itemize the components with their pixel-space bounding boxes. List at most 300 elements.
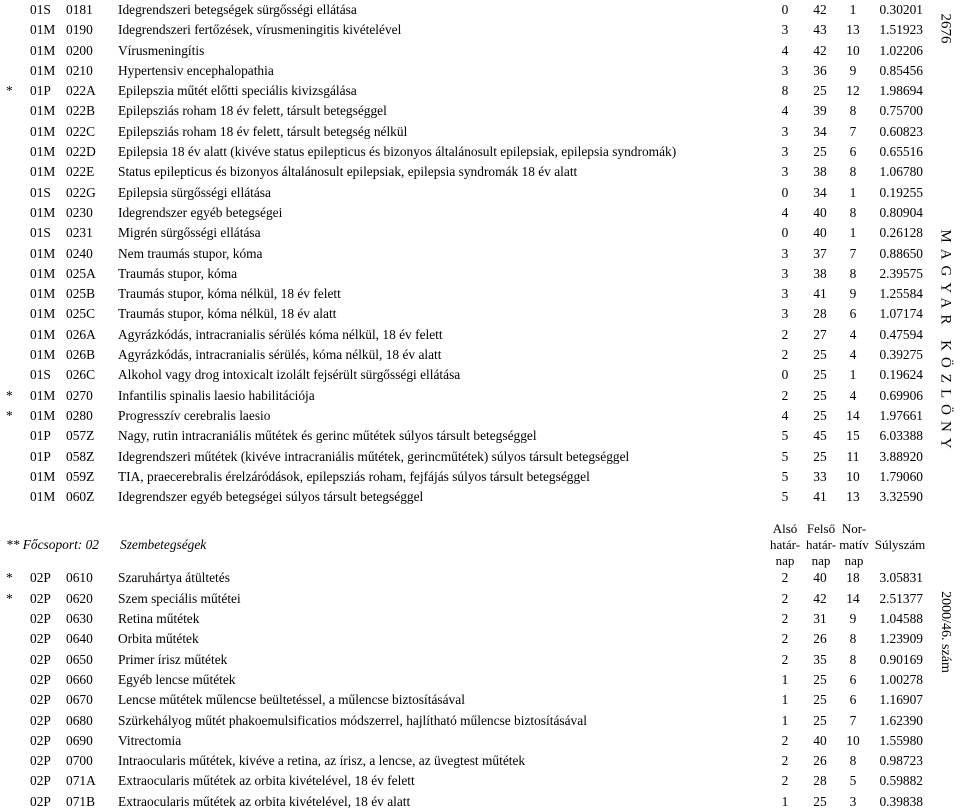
drg-group-code: 01S — [30, 225, 51, 241]
weight-value: 0.19624 — [879, 367, 923, 383]
table-row — [0, 609, 932, 629]
drg-description: Szem speciális műtétei — [118, 590, 241, 606]
lower-limit-days: 2 — [781, 590, 789, 606]
weight-value: 2.51377 — [879, 590, 923, 606]
weight-value: 0.39275 — [879, 347, 923, 363]
upper-limit-days: 25 — [813, 793, 827, 809]
lower-limit-days: 1 — [781, 712, 789, 728]
normative-days: 8 — [849, 651, 857, 667]
weight-value: 3.32590 — [879, 489, 923, 505]
weight-value: 0.69906 — [879, 387, 923, 403]
drg-group-code: 01M — [30, 245, 56, 261]
upper-limit-days: 38 — [813, 164, 827, 180]
lower-limit-days: 2 — [781, 347, 789, 363]
drg-sub-code: 0270 — [66, 387, 93, 403]
weight-value: 0.26128 — [879, 225, 923, 241]
main-group-title: Szembetegségek — [120, 537, 207, 553]
upper-limit-days: 42 — [813, 42, 827, 58]
drg-description: Epilepsia 18 év alatt (kivéve status epilepticus és bizonyos általánosult epilepsiak, epilepsia syndromák) — [118, 144, 677, 160]
lower-limit-days: 3 — [781, 144, 789, 160]
weight-value: 1.00278 — [879, 671, 923, 687]
drg-sub-code: 0640 — [66, 631, 93, 647]
normative-days: 14 — [846, 407, 860, 423]
lower-limit-days: 1 — [781, 671, 789, 687]
drg-group-code: 01M — [30, 387, 56, 403]
table-row — [0, 771, 932, 791]
lower-limit-days: 4 — [781, 103, 789, 119]
header-line: határ- — [769, 537, 801, 553]
drg-group-code: 02P — [30, 753, 51, 769]
drg-sub-code: 071B — [66, 793, 96, 809]
weight-value: 3.05831 — [879, 570, 923, 586]
weight-value: 0.47594 — [879, 326, 923, 342]
lower-limit-days: 5 — [781, 448, 789, 464]
table-row — [0, 792, 932, 812]
drg-sub-code: 022E — [66, 164, 95, 180]
lower-limit-days: 2 — [781, 631, 789, 647]
upper-limit-days: 25 — [813, 144, 827, 160]
normative-days: 11 — [846, 448, 860, 464]
upper-limit-days: 25 — [813, 387, 827, 403]
column-header-lower-limit — [766, 521, 804, 569]
upper-limit-days: 25 — [813, 407, 827, 423]
weight-value: 1.23909 — [879, 631, 923, 647]
drg-sub-code: 025B — [66, 286, 96, 302]
upper-limit-days: 25 — [813, 367, 827, 383]
page-number: 2676 — [937, 13, 954, 44]
drg-sub-code: 022A — [66, 83, 96, 99]
drg-sub-code: 0610 — [66, 570, 93, 586]
weight-value: 0.59882 — [879, 773, 923, 789]
drg-description: TIA, praecerebralis érelzáródások, epilepsziás roham, fejfájás súlyos társult betegséggel — [118, 468, 590, 484]
column-header-weight: Súlyszám — [874, 537, 926, 553]
drg-description: Epilepsziás roham 18 év felett, társult betegség nélkül — [118, 123, 408, 139]
normative-days: 10 — [846, 42, 860, 58]
drg-description: Idegrendszeri betegségek sürgősségi ellátása — [118, 2, 357, 17]
normative-days: 6 — [849, 671, 857, 687]
normative-days: 12 — [846, 83, 860, 99]
drg-group-code: 01M — [30, 468, 56, 484]
table-row — [0, 162, 932, 182]
normative-days: 3 — [849, 793, 857, 809]
main-group-header — [0, 507, 932, 568]
drg-group-code: 01M — [30, 204, 56, 220]
lower-limit-days: 2 — [781, 773, 789, 789]
drg-group-code: 01S — [30, 367, 51, 383]
upper-limit-days: 25 — [813, 347, 827, 363]
weight-value: 3.88920 — [879, 448, 923, 464]
drg-description: Status epilepticus és bizonyos általánosult epilepsiak, epilepsia syndromák 18 év alatt — [118, 164, 578, 180]
lower-limit-days: 3 — [781, 123, 789, 139]
drg-sub-code: 0680 — [66, 712, 93, 728]
drg-sub-code: 0200 — [66, 42, 93, 58]
normative-days: 4 — [849, 387, 857, 403]
drg-sub-code: 0660 — [66, 671, 93, 687]
drg-sub-code: 026B — [66, 347, 96, 363]
upper-limit-days: 39 — [813, 103, 827, 119]
lower-limit-days: 2 — [781, 326, 789, 342]
drg-group-code: 02P — [30, 692, 51, 708]
lower-limit-days: 1 — [781, 793, 789, 809]
table-row — [0, 0, 932, 20]
drg-sub-code: 0650 — [66, 651, 93, 667]
drg-description: Traumás stupor, kóma — [118, 265, 238, 281]
upper-limit-days: 31 — [813, 611, 827, 627]
upper-limit-days: 25 — [813, 712, 827, 728]
new-item-marker: * — [6, 407, 13, 423]
weight-value: 1.97661 — [879, 407, 923, 423]
normative-days: 1 — [849, 184, 857, 200]
lower-limit-days: 4 — [781, 42, 789, 58]
normative-days: 18 — [846, 570, 860, 586]
header-line: nap — [775, 553, 795, 569]
upper-limit-days: 28 — [813, 773, 827, 789]
drg-description: Epilepszia műtét előtti speciális kivizsgálása — [118, 83, 357, 99]
drg-sub-code: 026A — [66, 326, 96, 342]
drg-sub-code: 0231 — [66, 225, 93, 241]
table-row — [0, 101, 932, 121]
header-line: Felső — [806, 521, 836, 537]
drg-description: Extraocularis műtétek az orbita kivételével, 18 év felett — [118, 773, 415, 789]
lower-limit-days: 2 — [781, 570, 789, 586]
table-row — [0, 487, 932, 507]
drg-sub-code: 0630 — [66, 611, 93, 627]
drg-group-code: 01M — [30, 306, 56, 322]
drg-group-code: 02P — [30, 712, 51, 728]
weight-value: 1.98694 — [879, 83, 923, 99]
drg-group-code: 01M — [30, 407, 56, 423]
normative-days: 1 — [849, 2, 857, 17]
drg-sub-code: 057Z — [66, 428, 95, 444]
weight-value: 0.85456 — [879, 62, 923, 78]
normative-days: 8 — [849, 164, 857, 180]
table-row — [0, 670, 932, 690]
drg-group-code: 02P — [30, 671, 51, 687]
upper-limit-days: 28 — [813, 306, 827, 322]
lower-limit-days: 0 — [781, 367, 789, 383]
normative-days: 8 — [849, 204, 857, 220]
drg-group-code: 01M — [30, 22, 56, 38]
lower-limit-days: 0 — [781, 184, 789, 200]
upper-limit-days: 45 — [813, 428, 827, 444]
lower-limit-days: 4 — [781, 204, 789, 220]
drg-group-code: 01P — [30, 448, 51, 464]
upper-limit-days: 34 — [813, 184, 827, 200]
drg-description: Retina műtétek — [118, 611, 200, 627]
upper-limit-days: 25 — [813, 692, 827, 708]
normative-days: 5 — [849, 773, 857, 789]
drg-group-code: 01S — [30, 2, 51, 17]
drg-description: Infantilis spinalis laesio habilitációja — [118, 387, 315, 403]
drg-group-code: 02P — [30, 732, 51, 748]
drg-sub-code: 0230 — [66, 204, 93, 220]
new-item-marker: * — [6, 83, 13, 99]
lower-limit-days: 3 — [781, 164, 789, 180]
normative-days: 9 — [849, 286, 857, 302]
normative-days: 7 — [849, 712, 857, 728]
normative-days: 15 — [846, 428, 860, 444]
table-row — [0, 447, 932, 467]
lower-limit-days: 0 — [781, 225, 789, 241]
upper-limit-days: 25 — [813, 448, 827, 464]
weight-value: 0.75700 — [879, 103, 923, 119]
drg-group-code: 02P — [30, 631, 51, 647]
weight-value: 0.39838 — [879, 793, 923, 809]
lower-limit-days: 2 — [781, 651, 789, 667]
drg-group-code: 01M — [30, 123, 56, 139]
table-row — [0, 183, 932, 203]
header-line: nap — [811, 553, 831, 569]
table-row — [0, 142, 932, 162]
normative-days: 13 — [846, 22, 860, 38]
lower-limit-days: 2 — [781, 387, 789, 403]
lower-limit-days: 8 — [781, 83, 789, 99]
drg-description: Agyrázkódás, intracranialis sérülés, kóma nélkül, 18 év alatt — [118, 347, 442, 363]
lower-limit-days: 4 — [781, 407, 789, 423]
drg-group-code: 01M — [30, 164, 56, 180]
drg-description: Intraocularis műtétek, kivéve a retina, az írisz, a lencse, az üvegtest műtétek — [118, 753, 526, 769]
drg-sub-code: 0670 — [66, 692, 93, 708]
normative-days: 6 — [849, 692, 857, 708]
normative-days: 8 — [849, 631, 857, 647]
upper-limit-days: 36 — [813, 62, 827, 78]
weight-value: 1.79060 — [879, 468, 923, 484]
drg-group-code: 01M — [30, 326, 56, 342]
drg-sub-code: 0280 — [66, 407, 93, 423]
drg-sub-code: 022G — [66, 184, 96, 200]
normative-days: 10 — [846, 732, 860, 748]
drg-sub-code: 058Z — [66, 448, 95, 464]
drg-sub-code: 0700 — [66, 753, 93, 769]
table-row — [0, 589, 932, 609]
drg-sub-code: 022D — [66, 144, 96, 160]
upper-limit-days: 42 — [813, 590, 827, 606]
drg-description: Traumás stupor, kóma nélkül, 18 év felett — [118, 286, 341, 302]
lower-limit-days: 2 — [781, 732, 789, 748]
drg-sub-code: 025C — [66, 306, 96, 322]
upper-limit-days: 26 — [813, 753, 827, 769]
weight-value: 0.30201 — [879, 2, 923, 17]
weight-value: 0.80904 — [879, 204, 923, 220]
normative-days: 6 — [849, 306, 857, 322]
normative-days: 10 — [846, 468, 860, 484]
upper-limit-days: 35 — [813, 651, 827, 667]
new-item-marker: * — [6, 570, 13, 586]
lower-limit-days: 2 — [781, 611, 789, 627]
drg-sub-code: 071A — [66, 773, 96, 789]
lower-limit-days: 1 — [781, 692, 789, 708]
table-row — [0, 264, 932, 284]
table-row — [0, 284, 932, 304]
weight-value: 0.98723 — [879, 753, 923, 769]
header-line: határ- — [805, 537, 837, 553]
normative-days: 8 — [849, 753, 857, 769]
weight-value: 0.88650 — [879, 245, 923, 261]
drg-sub-code: 026C — [66, 367, 96, 383]
drg-group-code: 01M — [30, 42, 56, 58]
table-row — [0, 731, 932, 751]
new-item-marker: * — [6, 387, 13, 403]
drg-group-code: 02P — [30, 773, 51, 789]
drg-sub-code: 0690 — [66, 732, 93, 748]
table-section-ophthalmology — [0, 568, 932, 812]
weight-value: 0.90169 — [879, 651, 923, 667]
drg-sub-code: 022B — [66, 103, 96, 119]
header-line: Nor- — [841, 521, 867, 537]
drg-description: Vitrectomia — [118, 732, 182, 748]
main-group-label: ** Főcsoport: 02 — [6, 537, 99, 553]
table-row — [0, 568, 932, 588]
upper-limit-days: 25 — [813, 671, 827, 687]
weight-value: 1.04588 — [879, 611, 923, 627]
table-row — [0, 467, 932, 487]
upper-limit-days: 41 — [813, 489, 827, 505]
drg-sub-code: 0620 — [66, 590, 93, 606]
normative-days: 9 — [849, 62, 857, 78]
table-row — [0, 386, 932, 406]
weight-value: 1.51923 — [879, 22, 923, 38]
drg-sub-code: 0181 — [66, 2, 93, 17]
drg-group-code: 02P — [30, 651, 51, 667]
table-row — [0, 426, 932, 446]
normative-days: 4 — [849, 326, 857, 342]
weight-value: 1.62390 — [879, 712, 923, 728]
drg-group-code: 01M — [30, 144, 56, 160]
normative-days: 8 — [849, 265, 857, 281]
drg-description: Hypertensiv encephalopathia — [118, 62, 274, 78]
drg-description: Idegrendszer egyéb betegségei — [118, 204, 283, 220]
table-row — [0, 61, 932, 81]
upper-limit-days: 33 — [813, 468, 827, 484]
table-row — [0, 650, 932, 670]
drg-sub-code: 0210 — [66, 62, 93, 78]
upper-limit-days: 34 — [813, 123, 827, 139]
drg-description: Alkohol vagy drog intoxicalt izolált fejsérült sürgősségi ellátása — [118, 367, 461, 383]
drg-group-code: 01M — [30, 489, 56, 505]
normative-days: 7 — [849, 245, 857, 261]
table-row — [0, 122, 932, 142]
header-line: nap — [844, 553, 864, 569]
drg-description: Orbita műtétek — [118, 631, 199, 647]
lower-limit-days: 3 — [781, 62, 789, 78]
drg-sub-code: 0190 — [66, 22, 93, 38]
drg-description: Egyéb lencse műtétek — [118, 671, 236, 687]
drg-description: Szaruhártya átültetés — [118, 570, 230, 586]
table-row — [0, 41, 932, 61]
new-item-marker: * — [6, 590, 13, 606]
weight-value: 2.39575 — [879, 265, 923, 281]
upper-limit-days: 26 — [813, 631, 827, 647]
drg-description: Epilepsia sürgősségi ellátása — [118, 184, 271, 200]
upper-limit-days: 40 — [813, 570, 827, 586]
drg-description: Idegrendszeri műtétek (kivéve intracraniális műtétek, gerincműtétek) súlyos társult betegséggel — [118, 448, 630, 464]
normative-days: 9 — [849, 611, 857, 627]
weight-value: 0.65516 — [879, 144, 923, 160]
page-sidebar — [930, 0, 960, 685]
weight-value: 0.60823 — [879, 123, 923, 139]
drg-group-code: 01M — [30, 347, 56, 363]
table-row — [0, 223, 932, 243]
normative-days: 13 — [846, 489, 860, 505]
drg-description: Extraocularis műtétek az orbita kivételével, 18 év alatt — [118, 793, 411, 809]
drg-description: Vírusmeningítis — [118, 42, 205, 58]
table-row — [0, 711, 932, 731]
normative-days: 14 — [846, 590, 860, 606]
weight-value: 1.55980 — [879, 732, 923, 748]
lower-limit-days: 3 — [781, 306, 789, 322]
drg-group-code: 01S — [30, 184, 51, 200]
normative-days: 7 — [849, 123, 857, 139]
weight-value: 1.07174 — [879, 306, 923, 322]
drg-group-code: 01M — [30, 286, 56, 302]
lower-limit-days: 0 — [781, 2, 789, 17]
drg-description: Idegrendszeri fertőzések, vírusmeningitis kivételével — [118, 22, 402, 38]
table-row — [0, 20, 932, 40]
upper-limit-days: 40 — [813, 225, 827, 241]
drg-sub-code: 060Z — [66, 489, 95, 505]
drg-description: Lencse műtétek műlencse beültetéssel, a műlencse biztosításával — [118, 692, 465, 708]
upper-limit-days: 40 — [813, 204, 827, 220]
drg-description: Idegrendszer egyéb betegségei súlyos társult betegséggel — [118, 489, 424, 505]
upper-limit-days: 37 — [813, 245, 827, 261]
normative-days: 1 — [849, 367, 857, 383]
normative-days: 8 — [849, 103, 857, 119]
weight-value: 1.16907 — [879, 692, 923, 708]
drg-group-code: 02P — [30, 590, 51, 606]
weight-value: 1.02206 — [879, 42, 923, 58]
drg-description: Epilepsziás roham 18 év felett, társult betegséggel — [118, 103, 387, 119]
drg-description: Nem traumás stupor, kóma — [118, 245, 263, 261]
lower-limit-days: 5 — [781, 468, 789, 484]
weight-value: 1.25584 — [879, 286, 923, 302]
upper-limit-days: 25 — [813, 83, 827, 99]
drg-sub-code: 025A — [66, 265, 96, 281]
drg-group-code: 01P — [30, 428, 51, 444]
upper-limit-days: 38 — [813, 265, 827, 281]
drg-description: Szürkehályog műtét phakoemulsificatios módszerrel, hajlítható műlencse biztosításával — [118, 712, 587, 728]
drg-group-code: 01M — [30, 265, 56, 281]
lower-limit-days: 5 — [781, 489, 789, 505]
table-row — [0, 203, 932, 223]
upper-limit-days: 42 — [813, 2, 827, 17]
drg-group-code: 02P — [30, 611, 51, 627]
drg-group-code: 02P — [30, 793, 51, 809]
drg-description: Agyrázkódás, intracranialis sérülés kóma nélkül, 18 év felett — [118, 326, 443, 342]
weight-value: 0.19255 — [879, 184, 923, 200]
header-line: matív — [839, 537, 869, 553]
drg-group-code: 02P — [30, 570, 51, 586]
lower-limit-days: 3 — [781, 22, 789, 38]
lower-limit-days: 3 — [781, 286, 789, 302]
lower-limit-days: 3 — [781, 245, 789, 261]
drg-group-code: 01M — [30, 103, 56, 119]
journal-title: MAGYAR KÖZLÖNY — [937, 229, 954, 455]
drg-sub-code: 022C — [66, 123, 96, 139]
table-row — [0, 751, 932, 771]
issue-number: 2000/46. szám — [938, 591, 953, 673]
lower-limit-days: 5 — [781, 428, 789, 444]
table-row — [0, 365, 932, 385]
drg-group-code: 01P — [30, 83, 51, 99]
table-row — [0, 81, 932, 101]
table-row — [0, 345, 932, 365]
weight-value: 1.06780 — [879, 164, 923, 180]
drg-description: Primer írisz műtétek — [118, 651, 228, 667]
normative-days: 1 — [849, 225, 857, 241]
normative-days: 4 — [849, 347, 857, 363]
drg-group-code: 01M — [30, 62, 56, 78]
weight-value: 6.03388 — [879, 428, 923, 444]
